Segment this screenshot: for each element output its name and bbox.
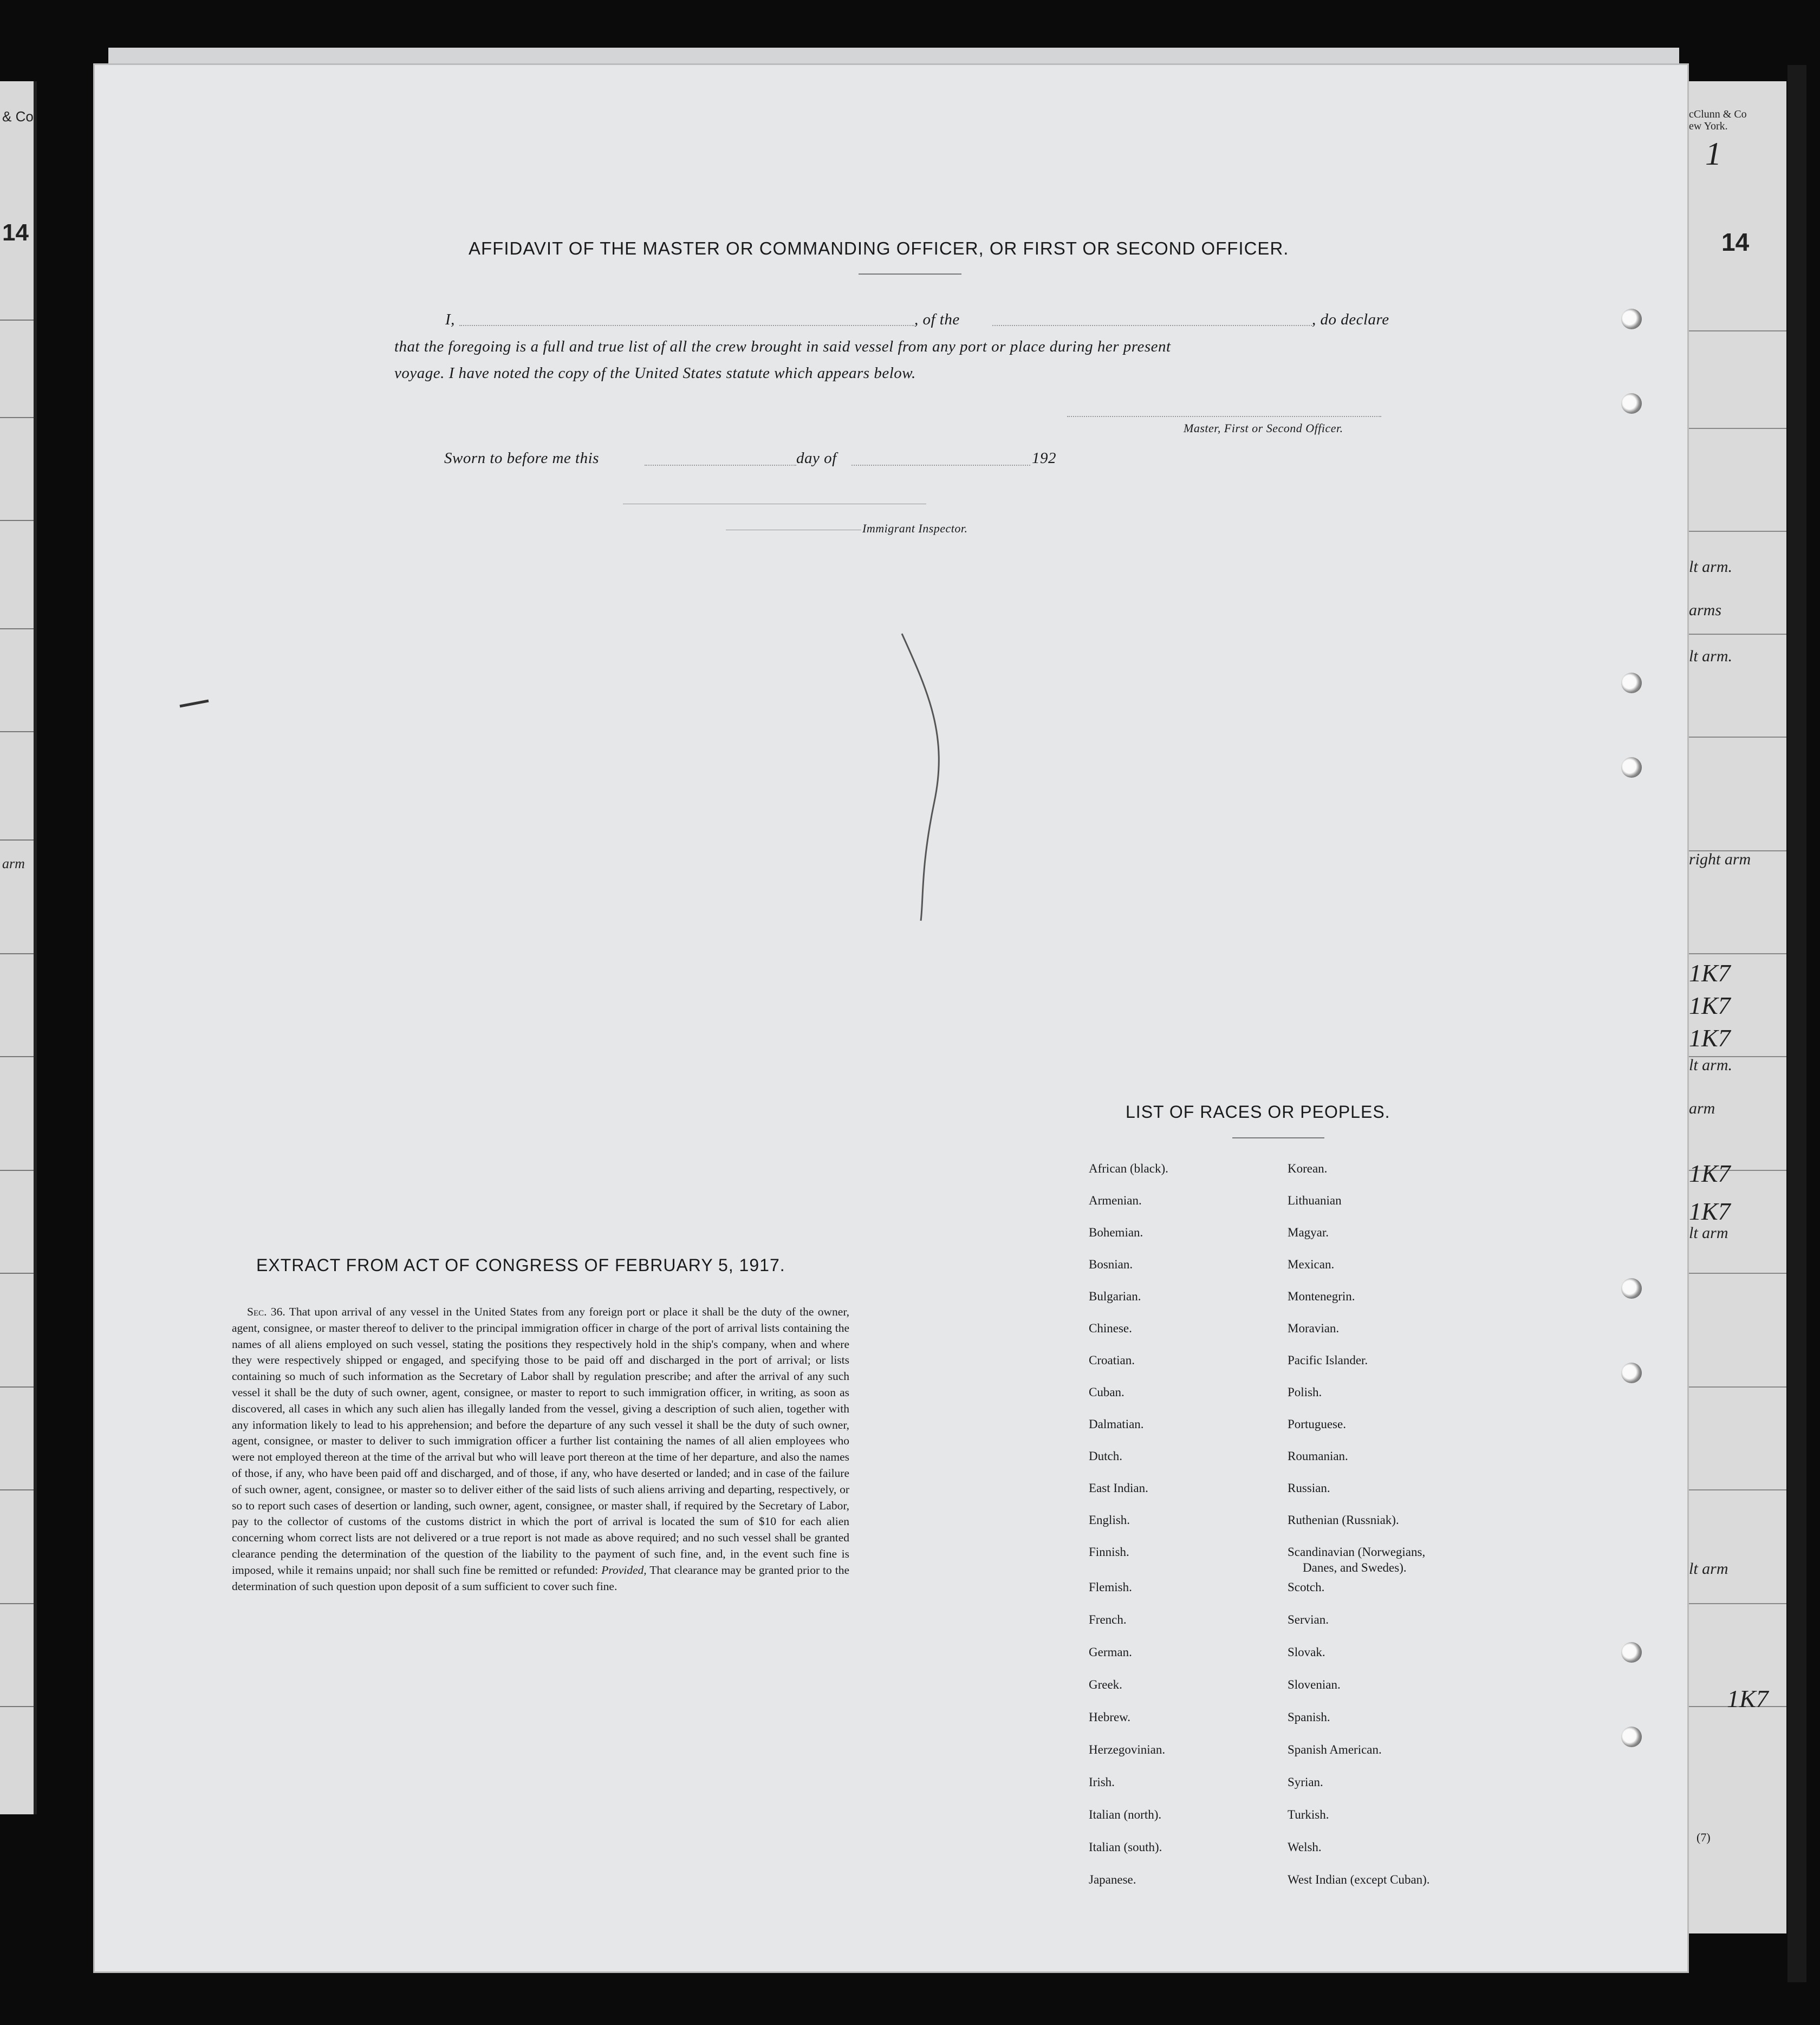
race-item: Scandinavian (Norwegians, xyxy=(1288,1545,1426,1559)
statute-provided: Provided, xyxy=(601,1563,647,1577)
right-strip-note: right arm xyxy=(1689,850,1751,868)
race-item: Dutch. xyxy=(1089,1449,1122,1463)
race-item-continuation: Danes, and Swedes). xyxy=(1303,1561,1407,1574)
title-underline xyxy=(859,274,961,275)
race-item: Italian (north). xyxy=(1089,1808,1162,1821)
race-item: Irish. xyxy=(1089,1775,1115,1789)
races-title: LIST OF RACES OR PEOPLES. xyxy=(1126,1102,1390,1122)
race-item: Herzegovinian. xyxy=(1089,1743,1166,1756)
affidavit-i-label: I, xyxy=(445,311,455,328)
race-item: Polish. xyxy=(1288,1385,1322,1399)
race-item: Scotch. xyxy=(1288,1580,1325,1594)
right-strip-note: 1K7 xyxy=(1689,1024,1731,1052)
race-item: Italian (south). xyxy=(1089,1840,1162,1854)
right-strip-note: arms xyxy=(1689,601,1722,619)
race-item: Flemish. xyxy=(1089,1580,1132,1594)
race-item: Dalmatian. xyxy=(1089,1417,1144,1431)
race-item: Bohemian. xyxy=(1089,1226,1143,1239)
race-item: Spanish American. xyxy=(1288,1743,1382,1756)
race-item: Hebrew. xyxy=(1089,1710,1131,1724)
extract-title: EXTRACT FROM ACT OF CONGRESS OF FEBRUARY 5, 1917. xyxy=(256,1255,785,1275)
punch-hole-icon xyxy=(1621,309,1642,329)
race-item: German. xyxy=(1089,1645,1132,1659)
affidavit-statement-line: voyage. I have noted the copy of the United States statute which appears below. xyxy=(394,364,916,382)
inspector-label: Immigrant Inspector. xyxy=(862,522,968,535)
race-item: Croatian. xyxy=(1089,1353,1135,1367)
binding-edge xyxy=(1787,65,1806,1982)
race-item: English. xyxy=(1089,1513,1130,1527)
left-adjacent-page xyxy=(0,81,37,1814)
race-item: Japanese. xyxy=(1089,1873,1136,1886)
pen-stroke-mark xyxy=(896,628,1059,926)
race-item: Montenegrin. xyxy=(1288,1290,1355,1303)
right-strip-note: lt arm. xyxy=(1689,1056,1733,1074)
right-strip-note: lt arm. xyxy=(1689,647,1733,665)
section-label: Sec. 36. xyxy=(247,1305,285,1318)
race-item: Bosnian. xyxy=(1089,1258,1133,1271)
master-signature-label: Master, First or Second Officer. xyxy=(1184,421,1343,435)
affidavit-title: AFFIDAVIT OF THE MASTER OR COMMANDING OFFICER, OR FIRST OR SECOND OFFICER. xyxy=(469,238,1289,258)
punch-hole-icon xyxy=(1621,1363,1642,1383)
race-item: Greek. xyxy=(1089,1678,1122,1691)
right-strip-note: 1K7 xyxy=(1689,992,1731,1019)
right-strip-note: 1K7 xyxy=(1727,1685,1769,1713)
right-adjacent-page xyxy=(1671,81,1786,1933)
right-strip-note: 1K7 xyxy=(1689,1160,1731,1187)
left-strip-note: arm xyxy=(2,856,25,871)
race-item: Turkish. xyxy=(1288,1808,1329,1821)
race-item: East Indian. xyxy=(1089,1481,1148,1495)
right-strip-note: lt arm xyxy=(1689,1560,1728,1578)
races-title-underline xyxy=(1232,1137,1324,1138)
right-strip-number: 1 xyxy=(1705,136,1721,172)
race-item: French. xyxy=(1089,1613,1127,1626)
race-item: Armenian. xyxy=(1089,1194,1142,1207)
page-number: (7) xyxy=(1696,1831,1711,1844)
punch-hole-icon xyxy=(1621,757,1642,778)
extract-body xyxy=(232,1304,849,1594)
race-item: Ruthenian (Russniak). xyxy=(1288,1513,1399,1527)
race-item: Slovenian. xyxy=(1288,1678,1341,1691)
punch-hole-icon xyxy=(1621,1727,1642,1747)
sworn-day-field[interactable] xyxy=(645,465,796,466)
master-signature-field[interactable] xyxy=(1067,416,1381,417)
race-item: Korean. xyxy=(1288,1162,1328,1175)
right-strip-note: lt arm xyxy=(1689,1224,1728,1242)
left-strip-page-number: 14 xyxy=(2,219,29,246)
race-item: Cuban. xyxy=(1089,1385,1124,1399)
right-strip-page-number: 14 xyxy=(1721,228,1750,256)
race-item: Syrian. xyxy=(1288,1775,1323,1789)
vessel-name-field[interactable] xyxy=(992,325,1312,326)
race-item: African (black). xyxy=(1089,1162,1168,1175)
race-item: Pacific Islander. xyxy=(1288,1353,1368,1367)
ink-dash-mark xyxy=(179,699,211,709)
right-strip-note: arm xyxy=(1689,1099,1715,1117)
punch-hole-icon xyxy=(1621,1642,1642,1663)
right-strip-note: 1K7 xyxy=(1689,1197,1731,1225)
race-item: Bulgarian. xyxy=(1089,1290,1141,1303)
right-strip-header: cClunn & Co ew York. xyxy=(1689,108,1747,132)
right-strip-note: 1K7 xyxy=(1689,959,1731,987)
officer-name-field[interactable] xyxy=(459,325,914,326)
punch-hole-icon xyxy=(1621,1278,1642,1299)
race-item: Chinese. xyxy=(1089,1321,1132,1335)
race-item: Slovak. xyxy=(1288,1645,1325,1659)
race-item: Mexican. xyxy=(1288,1258,1335,1271)
year-prefix: 192 xyxy=(1032,450,1056,467)
race-item: Finnish. xyxy=(1089,1545,1129,1559)
race-item: Magyar. xyxy=(1288,1226,1329,1239)
race-item: Welsh. xyxy=(1288,1840,1322,1854)
race-item: Spanish. xyxy=(1288,1710,1330,1724)
sworn-label: Sworn to before me this xyxy=(444,450,599,467)
race-item: Lithuanian xyxy=(1288,1194,1342,1207)
statute-text-end: That clearance may be granted prior to the determination of such question upon deposit of a sum sufficient to cover such fine. xyxy=(232,1563,849,1593)
right-strip-note: lt arm. xyxy=(1689,558,1733,576)
punch-hole-icon xyxy=(1621,393,1642,414)
race-item: West Indian (except Cuban). xyxy=(1288,1873,1430,1886)
race-item: Portuguese. xyxy=(1288,1417,1346,1431)
race-item: Servian. xyxy=(1288,1613,1329,1626)
race-item: Russian. xyxy=(1288,1481,1330,1495)
race-item: Moravian. xyxy=(1288,1321,1340,1335)
left-strip-header: & Co xyxy=(2,108,34,125)
affidavit-statement-line: that the foregoing is a full and true list of all the crew brought in said vessel from any port or place during her present xyxy=(394,338,1171,355)
statute-text: That upon arrival of any vessel in the United States from any foreign port or place it shall be the duty of the owner, agent, consignee, or master thereof to deliver to the principal immigration officer in charge of the port of arrival lists containing the names of all aliens employed on such vessel, stating the positions they respectively hold in the ship's company, when and where they were respectively shipped or engaged, and specifying those to be paid off and discharged in the port of arrival; or lists containing so much of such information as the Secretary of Labor shall by regulation prescribe; and after the arrival of any such vessel it shall be the duty of such owner, agent, consignee, or master to report to such immigration officer, in writing, as soon as discovered, all cases in which any such alien has illegally landed from the vessel, giving a description of such alien, together with any information likely to lead to his apprehension; and before the departure of any such vessel it shall be the duty of such owner, agent, consignee, or master to deliver to such immigration officer a further list containing the names of all alien employees who were not employed thereon at the time of the arrival but who will leave port thereon at the time of her departure, and also the names of those, if any, who have been paid off and discharged, and of those, if any, who have deserted or landed; and in case of the failure of such owner, agent, consignee, or master so to deliver either of the said lists of such aliens arriving and departing, respectively, or so to report such cases of desertion or landing, such owner, agent, consignee, or master shall, if required by the Secretary of Labor, pay to the collector of customs of the customs district in which the port of arrival is located the sum of $10 for each alien concerning whom correct lists are not delivered or a true report is not made as above required; and no such vessel shall be granted clearance pending the determination of the question of the liability to the payment of such fine, and, in the event such fine is imposed, while it remains unpaid; nor shall such fine be remitted or refunded: xyxy=(232,1305,849,1577)
affidavit-of-the-label: , of the xyxy=(914,311,960,328)
punch-hole-icon xyxy=(1621,673,1642,693)
day-of-label: day of xyxy=(796,450,837,467)
race-item: Roumanian. xyxy=(1288,1449,1348,1463)
affidavit-declare-label: , do declare xyxy=(1312,311,1389,328)
sworn-month-field[interactable] xyxy=(851,465,1030,466)
